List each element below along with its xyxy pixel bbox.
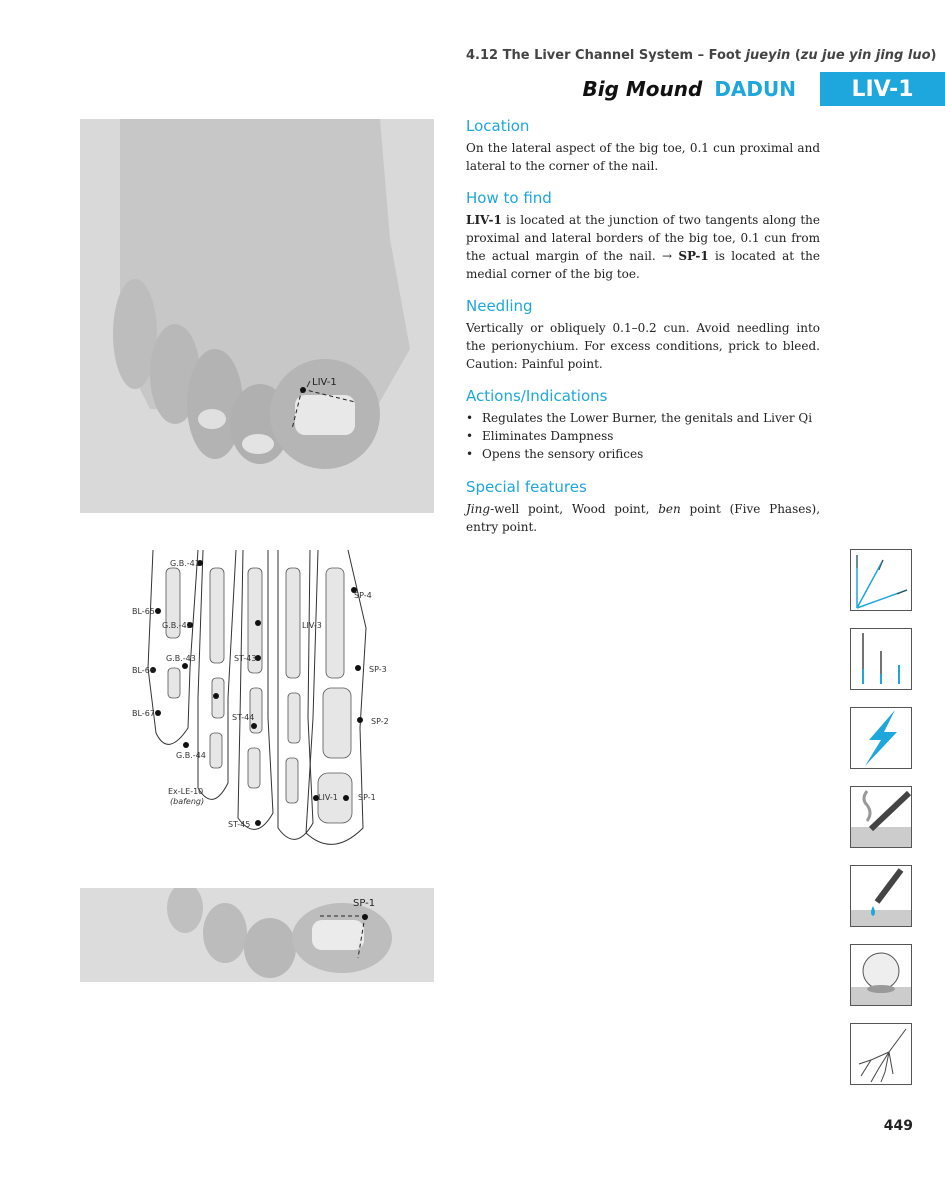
label-gb43: G.B.-43 xyxy=(166,654,196,663)
chapter-end: ) xyxy=(930,48,937,63)
label-gb44: G.B.-44 xyxy=(176,751,206,760)
bleeding-icon xyxy=(850,865,912,927)
liv1-point-marker xyxy=(300,387,306,393)
how-bold-liv1: LIV-1 xyxy=(466,213,502,227)
how-to-find-text xyxy=(466,211,820,283)
location-heading: Location xyxy=(466,117,530,135)
needle-angle-icon xyxy=(850,549,912,611)
point-code-badge xyxy=(820,72,945,106)
how-bold-sp1: SP-1 xyxy=(678,249,709,263)
photo-label-sp1: SP-1 xyxy=(353,898,376,909)
action-item: • Opens the sensory orifices xyxy=(466,445,820,463)
photo-label-liv1: LIV-1 xyxy=(312,377,337,388)
skeleton-drawing xyxy=(128,548,408,860)
label-sp3: SP-3 xyxy=(369,665,387,674)
chapter-mid: ( xyxy=(790,48,801,63)
actions-heading: Actions/Indications xyxy=(466,387,608,405)
location-section xyxy=(466,117,820,175)
point-pinyin-name: DADUN xyxy=(714,77,796,101)
needling-section xyxy=(466,297,820,373)
actions-section xyxy=(466,387,820,463)
label-gb41: G.B.-41 xyxy=(170,559,200,568)
needling-heading: Needling xyxy=(466,297,533,315)
point-title xyxy=(583,72,945,106)
special-text1: -well point, Wood point, xyxy=(490,502,659,516)
foot-skeleton-diagram xyxy=(128,548,408,860)
needle-types-icon xyxy=(850,628,912,690)
how-to-find-section xyxy=(466,189,820,283)
label-liv1-diagram: LIV-1 xyxy=(318,793,338,802)
sp1-point-marker xyxy=(362,914,368,920)
action-item: • Eliminates Dampness xyxy=(466,427,820,445)
electro-stimulation-icon xyxy=(850,707,912,769)
special-features-section xyxy=(466,478,820,536)
label-sp1-diagram: SP-1 xyxy=(358,793,376,802)
action-item: • Regulates the Lower Burner, the genitals and Liver Qi xyxy=(466,409,820,427)
label-bafeng: (bafeng) xyxy=(170,797,205,806)
point-code: LIV-1 xyxy=(851,76,914,102)
special-text xyxy=(466,500,820,536)
arrow-icon: → xyxy=(661,249,673,263)
label-st43: ST-43 xyxy=(234,654,257,663)
label-bl66: BL-66 xyxy=(132,666,155,675)
toes-photo xyxy=(80,888,434,982)
how-text1: is located at the junction of two tangents along the proximal and lateral borders of the big toe, 0.1 cun from the actual margin of the nail. xyxy=(466,213,820,263)
how-to-find-heading: How to find xyxy=(466,189,552,207)
label-gb42: G.B.-42 xyxy=(162,621,192,630)
toes-photo-drawing xyxy=(80,888,434,982)
label-liv3: LIV-3 xyxy=(302,621,322,630)
label-st45: ST-45 xyxy=(228,820,251,829)
special-italic-jing: Jing xyxy=(466,502,491,516)
special-text2: point (Five Phases), entry point. xyxy=(466,502,821,534)
cupping-icon xyxy=(850,944,912,1006)
special-italic-ben: ben xyxy=(658,502,681,516)
chapter-italic: jueyin xyxy=(745,48,791,63)
label-sp4: SP-4 xyxy=(354,591,372,600)
label-bl67: BL-67 xyxy=(132,709,155,718)
label-sp2: SP-2 xyxy=(371,717,389,726)
moxibustion-icon xyxy=(850,786,912,848)
label-st44: ST-44 xyxy=(232,713,255,722)
how-text2: is located at the medial corner of the big toe. xyxy=(466,249,820,281)
chapter-prefix: 4.12 The Liver Channel System – Foot xyxy=(466,48,746,63)
hand-acupressure-icon xyxy=(850,1023,912,1085)
label-bl65: BL-65 xyxy=(132,607,155,616)
foot-photo xyxy=(80,119,434,513)
location-text: On the lateral aspect of the big toe, 0.1 cun proximal and lateral to the corner of the nail. xyxy=(466,141,820,173)
chapter-italic-pinyin: zu jue yin jing luo xyxy=(800,48,931,63)
page-number: 449 xyxy=(883,1118,913,1134)
label-exle10: Ex-LE-10 xyxy=(168,787,204,796)
foot-photo-drawing xyxy=(80,119,434,513)
chapter-header xyxy=(466,48,937,63)
actions-list xyxy=(466,409,820,463)
point-english-name: Big Mound xyxy=(582,77,703,101)
needling-text: Vertically or obliquely 0.1–0.2 cun. Avoid needling into the perionychium. For excess conditions, prick to bleed. Caution: Painful point. xyxy=(466,321,820,371)
special-heading: Special features xyxy=(466,478,587,496)
